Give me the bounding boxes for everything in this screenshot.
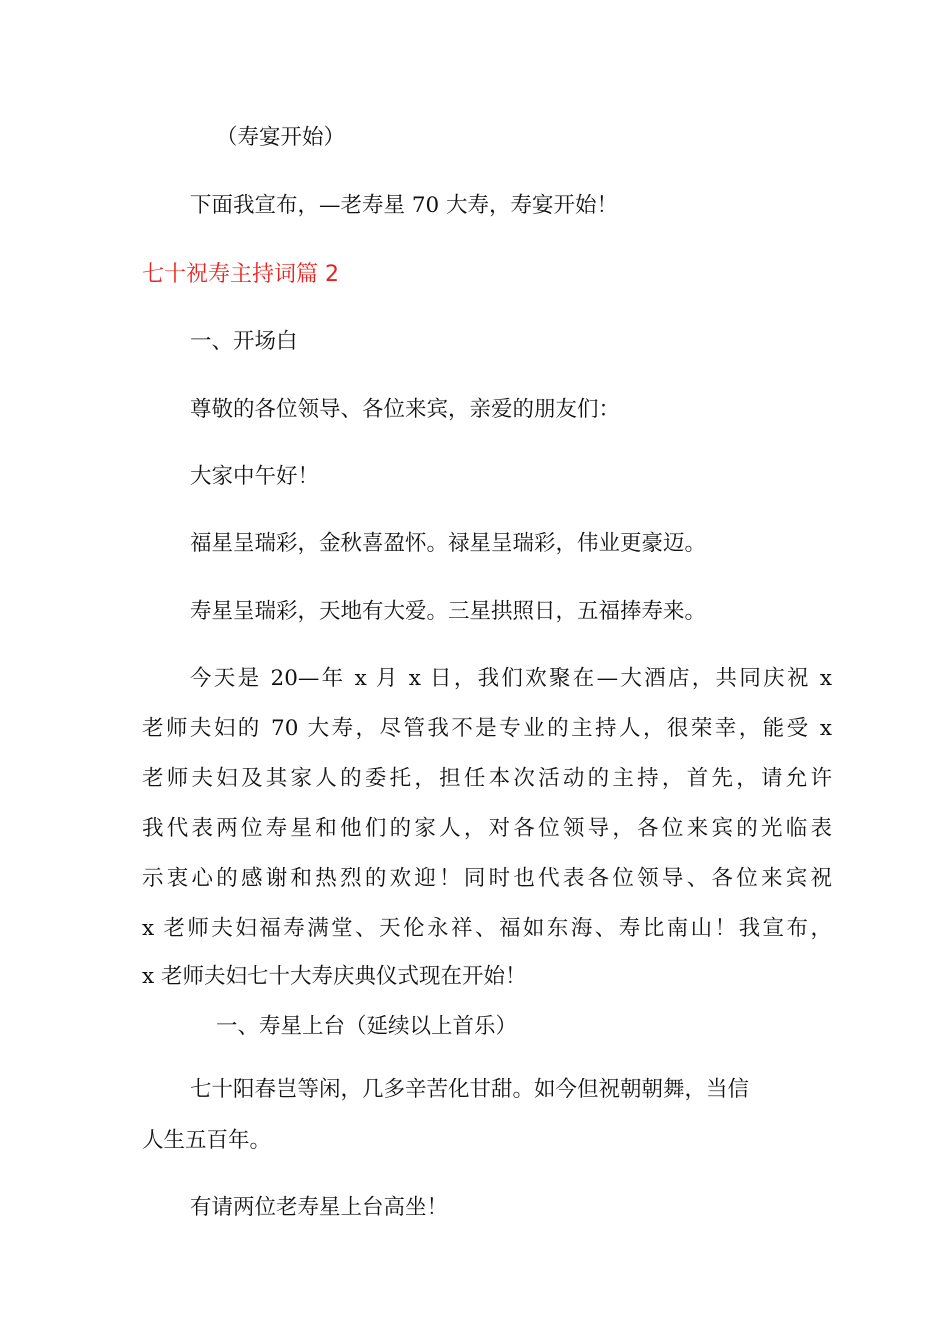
paragraph-invitation: 有请两位老寿星上台高坐！ [190,1195,449,1220]
paragraph-main-line-2: 老师夫妇的 70 大寿，尽管我不是专业的主持人，很荣幸，能受 x [142,716,832,741]
section-heading: 七十祝寿主持词篇 2 [142,262,339,287]
paragraph-main-line-7: x 老师夫妇七十大寿庆典仪式现在开始！ [142,964,527,989]
paragraph-announcement: 下面我宣布，—老寿星 70 大寿，寿宴开始！ [190,193,619,218]
paragraph-main-line-4: 我代表两位寿星和他们的家人，对各位领导，各位来宾的光临表 [142,816,832,841]
paragraph-good-noon: 大家中午好！ [190,464,320,489]
paragraph-banquet-start: （寿宴开始） [216,125,346,150]
paragraph-poem-line-2: 人生五百年。 [142,1128,272,1153]
paragraph-stars-onstage: 一、寿星上台（延续以上首乐） [216,1014,518,1039]
paragraph-main-line-1: 今天是 20—年 x 月 x 日，我们欢聚在—大酒店，共同庆祝 x [190,666,832,691]
paragraph-main-line-5: 示衷心的感谢和热烈的欢迎！同时也代表各位领导、各位来宾祝 [142,866,832,891]
paragraph-main-line-3: 老师夫妇及其家人的委托，担任本次活动的主持，首先，请允许 [142,766,832,791]
paragraph-poem-line-1: 七十阳春岂等闲，几多辛苦化甘甜。如今但祝朝朝舞，当信 [190,1077,750,1102]
paragraph-main-line-6: x 老师夫妇福寿满堂、天伦永祥、福如东海、寿比南山！我宣布， [142,916,832,941]
paragraph-opening-title: 一、开场白 [190,329,298,354]
paragraph-verse-1: 福星呈瑞彩，金秋喜盈怀。禄星呈瑞彩，伟业更豪迈。 [190,531,707,556]
paragraph-verse-2: 寿星呈瑞彩，天地有大爱。三星拱照日，五福捧寿来。 [190,599,707,624]
paragraph-greeting: 尊敬的各位领导、各位来宾，亲爱的朋友们： [190,397,621,422]
